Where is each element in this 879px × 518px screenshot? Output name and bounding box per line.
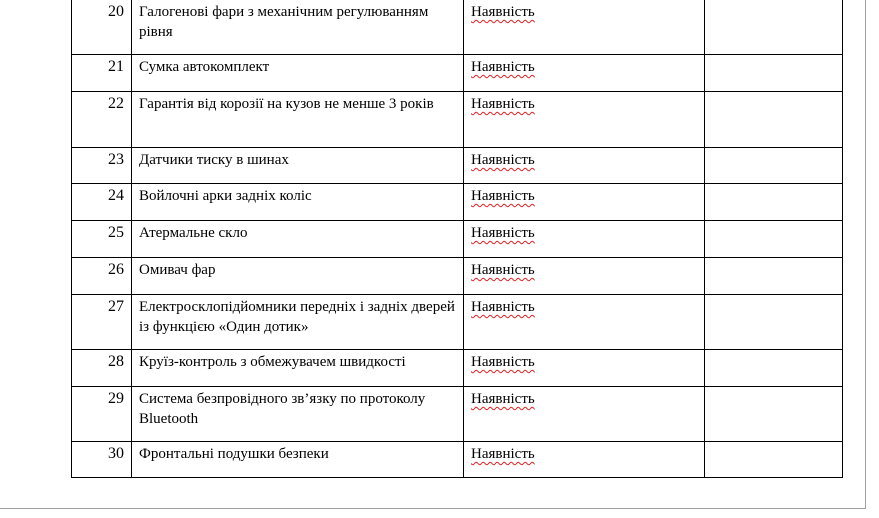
row-feature: Круїз-контроль з обмежувачем швидкості <box>132 350 464 387</box>
table-row <box>72 0 843 55</box>
row-availability <box>464 350 705 387</box>
row-empty-cell <box>705 221 843 258</box>
row-empty-cell <box>705 350 843 387</box>
row-availability <box>464 92 705 148</box>
row-feature: Сумка автокомплект <box>132 55 464 92</box>
table-row <box>72 148 843 184</box>
row-feature: Система безпровідного зв’язку по протоколу Bluetooth <box>132 387 464 442</box>
row-empty-cell <box>705 0 843 55</box>
table-row <box>72 350 843 387</box>
row-feature: Омивач фар <box>132 258 464 295</box>
availability-text: Наявність <box>471 96 535 112</box>
row-number: 22 <box>72 92 132 148</box>
row-number: 30 <box>72 442 132 478</box>
row-feature: Електросклопідйомники передніх і задніх дверей із функцією «Один дотик» <box>132 295 464 350</box>
row-number: 26 <box>72 258 132 295</box>
row-number: 21 <box>72 55 132 92</box>
table-row <box>72 387 843 442</box>
row-feature: Галогенові фари з механічним регулюванням рівня <box>132 0 464 55</box>
row-feature: Датчики тиску в шинах <box>132 148 464 184</box>
availability-text: Наявність <box>471 299 535 315</box>
availability-text: Наявність <box>471 152 535 168</box>
table-row <box>72 442 843 478</box>
row-availability <box>464 295 705 350</box>
specification-table <box>71 0 843 478</box>
row-empty-cell <box>705 442 843 478</box>
row-availability <box>464 442 705 478</box>
row-number: 28 <box>72 350 132 387</box>
row-number: 24 <box>72 184 132 221</box>
availability-text: Наявність <box>471 4 535 20</box>
row-feature: Атермальне скло <box>132 221 464 258</box>
availability-text: Наявність <box>471 391 535 407</box>
row-number: 23 <box>72 148 132 184</box>
row-availability <box>464 258 705 295</box>
row-availability <box>464 0 705 55</box>
row-number: 29 <box>72 387 132 442</box>
row-empty-cell <box>705 148 843 184</box>
availability-text: Наявність <box>471 446 535 462</box>
row-feature: Гарантія від корозії на кузов не менше 3 років <box>132 92 464 148</box>
row-availability <box>464 221 705 258</box>
availability-text: Наявність <box>471 262 535 278</box>
table-row <box>72 92 843 148</box>
availability-text: Наявність <box>471 354 535 370</box>
row-availability <box>464 55 705 92</box>
row-empty-cell <box>705 92 843 148</box>
table-row <box>72 221 843 258</box>
row-number: 27 <box>72 295 132 350</box>
row-availability <box>464 148 705 184</box>
availability-text: Наявність <box>471 225 535 241</box>
row-availability <box>464 184 705 221</box>
row-empty-cell <box>705 387 843 442</box>
row-empty-cell <box>705 184 843 221</box>
table-row <box>72 55 843 92</box>
row-feature: Войлочні арки задніх коліс <box>132 184 464 221</box>
row-empty-cell <box>705 55 843 92</box>
row-empty-cell <box>705 258 843 295</box>
row-feature: Фронтальні подушки безпеки <box>132 442 464 478</box>
row-availability <box>464 387 705 442</box>
row-number: 20 <box>72 0 132 55</box>
table-row <box>72 258 843 295</box>
row-number: 25 <box>72 221 132 258</box>
availability-text: Наявність <box>471 188 535 204</box>
table-row <box>72 295 843 350</box>
row-empty-cell <box>705 295 843 350</box>
availability-text: Наявність <box>471 59 535 75</box>
table-row <box>72 184 843 221</box>
